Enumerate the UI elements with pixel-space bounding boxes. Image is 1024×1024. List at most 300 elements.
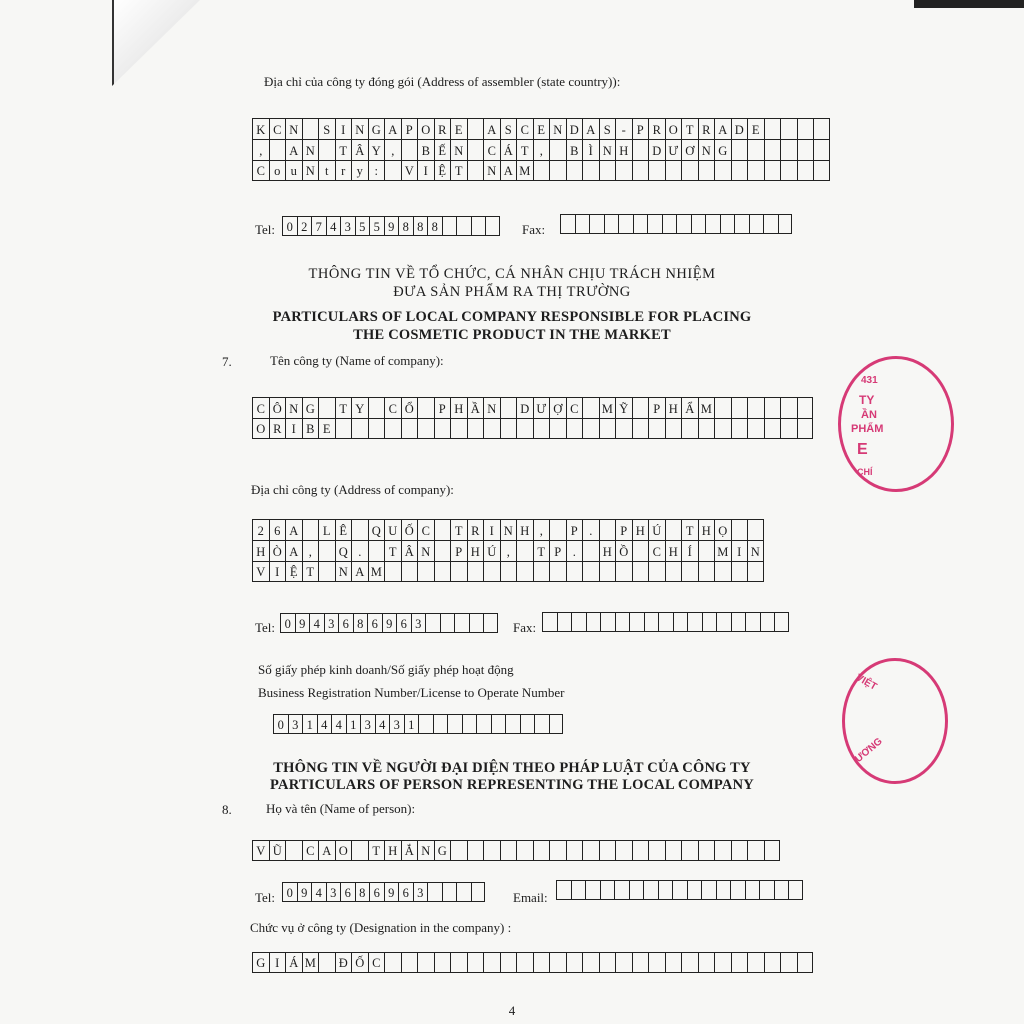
digit-box[interactable] xyxy=(701,880,716,900)
char-box[interactable] xyxy=(549,160,566,181)
char-box[interactable] xyxy=(500,952,517,973)
char-box[interactable]: H xyxy=(599,540,616,561)
digit-box[interactable]: 4 xyxy=(317,714,332,734)
digit-box[interactable]: 3 xyxy=(324,613,339,633)
digit-box[interactable] xyxy=(662,214,677,234)
char-box[interactable]: Ẩ xyxy=(681,397,698,418)
char-box[interactable]: Â xyxy=(351,139,368,160)
char-box[interactable]: Ơ xyxy=(681,139,698,160)
char-box[interactable] xyxy=(615,561,632,582)
char-box[interactable] xyxy=(780,397,797,418)
digit-box[interactable] xyxy=(614,880,629,900)
char-box[interactable]: D xyxy=(566,118,583,139)
char-box[interactable]: E xyxy=(533,118,550,139)
char-box[interactable]: 6 xyxy=(269,519,286,540)
char-box[interactable]: , xyxy=(302,540,319,561)
char-box[interactable]: Q xyxy=(368,519,385,540)
char-box[interactable] xyxy=(747,139,764,160)
char-box[interactable]: O xyxy=(665,118,682,139)
digit-box[interactable] xyxy=(560,214,575,234)
digit-box[interactable] xyxy=(589,214,604,234)
char-box[interactable]: Ì xyxy=(582,139,599,160)
char-box[interactable] xyxy=(731,952,748,973)
digit-box[interactable]: 3 xyxy=(340,216,355,236)
char-box[interactable]: A xyxy=(714,118,731,139)
char-box[interactable]: I xyxy=(417,160,434,181)
char-box[interactable] xyxy=(417,952,434,973)
char-box[interactable] xyxy=(665,561,682,582)
char-box[interactable]: N xyxy=(483,397,500,418)
char-box[interactable]: o xyxy=(269,160,286,181)
license-number-boxes[interactable] xyxy=(273,714,563,734)
char-box[interactable] xyxy=(582,160,599,181)
digit-box[interactable]: 1 xyxy=(302,714,317,734)
char-box[interactable]: T xyxy=(335,139,352,160)
char-box[interactable] xyxy=(533,160,550,181)
char-box[interactable] xyxy=(747,519,764,540)
char-box[interactable]: A xyxy=(582,118,599,139)
digit-box[interactable] xyxy=(571,880,586,900)
char-box[interactable] xyxy=(285,840,302,861)
char-box[interactable]: B xyxy=(566,139,583,160)
char-box[interactable]: H xyxy=(450,397,467,418)
char-box[interactable]: T xyxy=(516,139,533,160)
char-box[interactable] xyxy=(599,952,616,973)
char-box[interactable]: M xyxy=(714,540,731,561)
char-box[interactable]: 2 xyxy=(252,519,269,540)
char-box[interactable] xyxy=(615,418,632,439)
char-box[interactable]: K xyxy=(252,118,269,139)
digit-box[interactable] xyxy=(745,612,760,632)
char-box[interactable] xyxy=(318,561,335,582)
char-box[interactable]: N xyxy=(747,540,764,561)
person-name-grid[interactable] xyxy=(252,840,780,861)
char-box[interactable] xyxy=(549,840,566,861)
char-box[interactable] xyxy=(648,160,665,181)
digit-box[interactable]: 8 xyxy=(427,216,442,236)
char-box[interactable]: Ầ xyxy=(467,397,484,418)
char-box[interactable]: Ắ xyxy=(401,840,418,861)
char-box[interactable]: H xyxy=(384,840,401,861)
char-box[interactable] xyxy=(780,139,797,160)
char-box[interactable]: , xyxy=(533,519,550,540)
assembler-tel-boxes[interactable] xyxy=(282,216,500,236)
digit-box[interactable] xyxy=(643,880,658,900)
char-box[interactable] xyxy=(764,118,781,139)
char-box[interactable]: L xyxy=(318,519,335,540)
char-box[interactable]: Ư xyxy=(533,397,550,418)
digit-box[interactable] xyxy=(549,714,564,734)
char-box[interactable]: B xyxy=(302,418,319,439)
char-box[interactable] xyxy=(566,160,583,181)
char-box[interactable]: A xyxy=(351,561,368,582)
char-box[interactable]: . xyxy=(566,540,583,561)
char-box[interactable] xyxy=(401,139,418,160)
char-box[interactable] xyxy=(698,952,715,973)
char-box[interactable] xyxy=(549,952,566,973)
char-box[interactable] xyxy=(549,561,566,582)
char-box[interactable] xyxy=(582,397,599,418)
char-box[interactable] xyxy=(351,840,368,861)
char-box[interactable]: C xyxy=(566,397,583,418)
digit-box[interactable] xyxy=(760,612,775,632)
char-box[interactable] xyxy=(549,139,566,160)
char-box[interactable] xyxy=(681,952,698,973)
char-box[interactable] xyxy=(533,561,550,582)
digit-box[interactable]: 1 xyxy=(346,714,361,734)
char-box[interactable] xyxy=(384,160,401,181)
digit-box[interactable] xyxy=(471,882,486,902)
digit-box[interactable]: 7 xyxy=(311,216,326,236)
digit-box[interactable]: 8 xyxy=(413,216,428,236)
digit-box[interactable] xyxy=(702,612,717,632)
digit-box[interactable] xyxy=(676,214,691,234)
char-box[interactable]: Ũ xyxy=(269,840,286,861)
char-box[interactable]: A xyxy=(285,139,302,160)
digit-box[interactable] xyxy=(647,214,662,234)
char-box[interactable] xyxy=(467,561,484,582)
char-box[interactable]: , xyxy=(500,540,517,561)
char-box[interactable]: P xyxy=(549,540,566,561)
digit-box[interactable] xyxy=(586,612,601,632)
char-box[interactable] xyxy=(384,418,401,439)
char-box[interactable]: P xyxy=(648,397,665,418)
char-box[interactable] xyxy=(566,418,583,439)
char-box[interactable] xyxy=(698,540,715,561)
char-box[interactable] xyxy=(797,139,814,160)
char-box[interactable] xyxy=(582,540,599,561)
digit-box[interactable] xyxy=(759,880,774,900)
char-box[interactable]: Ỹ xyxy=(615,397,632,418)
char-box[interactable]: . xyxy=(582,519,599,540)
digit-box[interactable]: 4 xyxy=(311,882,326,902)
char-box[interactable]: U xyxy=(384,519,401,540)
digit-box[interactable]: 9 xyxy=(384,216,399,236)
char-box[interactable]: N xyxy=(698,139,715,160)
digit-box[interactable]: 6 xyxy=(338,613,353,633)
char-box[interactable]: G xyxy=(252,952,269,973)
char-box[interactable]: N xyxy=(285,397,302,418)
char-box[interactable] xyxy=(500,418,517,439)
char-box[interactable] xyxy=(731,519,748,540)
char-box[interactable] xyxy=(467,118,484,139)
char-box[interactable] xyxy=(302,519,319,540)
char-box[interactable]: P xyxy=(450,540,467,561)
char-box[interactable] xyxy=(450,418,467,439)
digit-box[interactable] xyxy=(730,880,745,900)
char-box[interactable]: O xyxy=(417,118,434,139)
char-box[interactable] xyxy=(483,418,500,439)
char-box[interactable] xyxy=(714,397,731,418)
digit-box[interactable] xyxy=(425,613,440,633)
char-box[interactable]: G xyxy=(434,840,451,861)
digit-box[interactable]: 5 xyxy=(369,216,384,236)
digit-box[interactable] xyxy=(749,214,764,234)
char-box[interactable] xyxy=(467,160,484,181)
char-box[interactable] xyxy=(599,840,616,861)
char-box[interactable] xyxy=(731,840,748,861)
char-box[interactable]: Ọ xyxy=(714,519,731,540)
char-box[interactable]: T xyxy=(450,160,467,181)
char-box[interactable]: T xyxy=(302,561,319,582)
char-box[interactable]: I xyxy=(269,561,286,582)
char-box[interactable] xyxy=(450,561,467,582)
char-box[interactable]: R xyxy=(467,519,484,540)
char-box[interactable]: t xyxy=(318,160,335,181)
char-box[interactable] xyxy=(566,840,583,861)
char-box[interactable] xyxy=(681,840,698,861)
char-box[interactable]: G xyxy=(302,397,319,418)
char-box[interactable] xyxy=(467,952,484,973)
char-box[interactable] xyxy=(764,397,781,418)
digit-box[interactable]: 9 xyxy=(382,613,397,633)
char-box[interactable]: Ê xyxy=(335,519,352,540)
char-box[interactable] xyxy=(615,840,632,861)
char-box[interactable] xyxy=(632,561,649,582)
char-box[interactable]: G xyxy=(714,139,731,160)
digit-box[interactable] xyxy=(629,880,644,900)
char-box[interactable]: E xyxy=(747,118,764,139)
char-box[interactable] xyxy=(599,160,616,181)
char-box[interactable]: P xyxy=(434,397,451,418)
char-box[interactable]: Ố xyxy=(351,952,368,973)
digit-box[interactable] xyxy=(491,714,506,734)
char-box[interactable] xyxy=(450,840,467,861)
char-box[interactable]: H xyxy=(516,519,533,540)
company-fax-boxes[interactable] xyxy=(542,612,789,632)
digit-box[interactable] xyxy=(447,714,462,734)
char-box[interactable]: C xyxy=(648,540,665,561)
char-box[interactable] xyxy=(797,418,814,439)
char-box[interactable]: A xyxy=(318,840,335,861)
char-box[interactable]: A xyxy=(483,118,500,139)
digit-box[interactable] xyxy=(534,714,549,734)
char-box[interactable] xyxy=(500,840,517,861)
char-box[interactable]: P xyxy=(632,118,649,139)
char-box[interactable] xyxy=(533,952,550,973)
char-box[interactable] xyxy=(302,118,319,139)
digit-box[interactable]: 0 xyxy=(282,882,297,902)
char-box[interactable]: , xyxy=(252,139,269,160)
assembler-fax-boxes[interactable] xyxy=(560,214,792,234)
char-box[interactable] xyxy=(764,952,781,973)
digit-box[interactable]: 6 xyxy=(369,882,384,902)
char-box[interactable]: T xyxy=(681,519,698,540)
char-box[interactable]: T xyxy=(384,540,401,561)
char-box[interactable]: C xyxy=(483,139,500,160)
digit-box[interactable] xyxy=(629,612,644,632)
char-box[interactable] xyxy=(698,160,715,181)
char-box[interactable]: Ú xyxy=(648,519,665,540)
char-box[interactable] xyxy=(764,139,781,160)
char-box[interactable]: N xyxy=(351,118,368,139)
char-box[interactable] xyxy=(615,952,632,973)
char-box[interactable]: O xyxy=(335,840,352,861)
char-box[interactable] xyxy=(615,160,632,181)
char-box[interactable] xyxy=(731,397,748,418)
digit-box[interactable] xyxy=(600,612,615,632)
char-box[interactable]: R xyxy=(269,418,286,439)
char-box[interactable] xyxy=(714,840,731,861)
char-box[interactable]: Á xyxy=(285,952,302,973)
digit-box[interactable] xyxy=(658,880,673,900)
char-box[interactable] xyxy=(582,840,599,861)
digit-box[interactable]: 2 xyxy=(297,216,312,236)
digit-box[interactable]: 8 xyxy=(398,216,413,236)
char-box[interactable]: M xyxy=(599,397,616,418)
char-box[interactable] xyxy=(665,160,682,181)
char-box[interactable] xyxy=(318,952,335,973)
char-box[interactable]: E xyxy=(318,418,335,439)
char-box[interactable] xyxy=(450,952,467,973)
char-box[interactable] xyxy=(714,418,731,439)
char-box[interactable] xyxy=(665,840,682,861)
digit-box[interactable]: 4 xyxy=(309,613,324,633)
char-box[interactable] xyxy=(731,139,748,160)
char-box[interactable] xyxy=(698,561,715,582)
char-box[interactable] xyxy=(368,540,385,561)
char-box[interactable] xyxy=(797,397,814,418)
char-box[interactable] xyxy=(731,418,748,439)
char-box[interactable] xyxy=(351,418,368,439)
char-box[interactable] xyxy=(797,952,814,973)
char-box[interactable]: M xyxy=(516,160,533,181)
char-box[interactable]: P xyxy=(401,118,418,139)
digit-box[interactable] xyxy=(520,714,535,734)
char-box[interactable] xyxy=(467,840,484,861)
char-box[interactable] xyxy=(632,418,649,439)
char-box[interactable]: N xyxy=(302,139,319,160)
digit-box[interactable] xyxy=(673,612,688,632)
digit-box[interactable] xyxy=(734,214,749,234)
digit-box[interactable] xyxy=(418,714,433,734)
char-box[interactable]: V xyxy=(252,561,269,582)
digit-box[interactable]: 6 xyxy=(396,613,411,633)
digit-box[interactable] xyxy=(454,613,469,633)
char-box[interactable] xyxy=(632,540,649,561)
digit-box[interactable] xyxy=(485,216,500,236)
char-box[interactable]: M xyxy=(368,561,385,582)
digit-box[interactable]: 4 xyxy=(326,216,341,236)
char-box[interactable] xyxy=(318,397,335,418)
char-box[interactable] xyxy=(318,139,335,160)
digit-box[interactable]: 3 xyxy=(389,714,404,734)
char-box[interactable]: N xyxy=(599,139,616,160)
char-box[interactable]: y xyxy=(351,160,368,181)
char-box[interactable] xyxy=(632,397,649,418)
digit-box[interactable] xyxy=(462,714,477,734)
digit-box[interactable] xyxy=(633,214,648,234)
digit-box[interactable]: 3 xyxy=(413,882,428,902)
digit-box[interactable] xyxy=(600,880,615,900)
char-box[interactable] xyxy=(500,561,517,582)
char-box[interactable] xyxy=(434,540,451,561)
char-box[interactable] xyxy=(780,418,797,439)
char-box[interactable]: G xyxy=(368,118,385,139)
char-box[interactable] xyxy=(566,561,583,582)
char-box[interactable]: T xyxy=(450,519,467,540)
char-box[interactable]: Ợ xyxy=(549,397,566,418)
char-box[interactable]: R xyxy=(648,118,665,139)
char-box[interactable] xyxy=(632,160,649,181)
char-box[interactable]: N xyxy=(417,540,434,561)
char-box[interactable]: Ò xyxy=(269,540,286,561)
char-box[interactable]: H xyxy=(252,540,269,561)
char-box[interactable] xyxy=(747,840,764,861)
digit-box[interactable] xyxy=(687,612,702,632)
char-box[interactable]: H xyxy=(632,519,649,540)
digit-box[interactable]: 8 xyxy=(355,882,370,902)
char-box[interactable]: C xyxy=(252,397,269,418)
char-box[interactable] xyxy=(384,561,401,582)
digit-box[interactable]: 8 xyxy=(353,613,368,633)
char-box[interactable] xyxy=(417,418,434,439)
digit-box[interactable]: 3 xyxy=(411,613,426,633)
char-box[interactable]: , xyxy=(533,139,550,160)
digit-box[interactable] xyxy=(691,214,706,234)
digit-box[interactable]: 5 xyxy=(355,216,370,236)
char-box[interactable] xyxy=(467,418,484,439)
char-box[interactable] xyxy=(648,418,665,439)
char-box[interactable] xyxy=(813,160,830,181)
char-box[interactable]: Ệ xyxy=(285,561,302,582)
char-box[interactable]: I xyxy=(269,952,286,973)
char-box[interactable] xyxy=(516,561,533,582)
digit-box[interactable] xyxy=(456,882,471,902)
digit-box[interactable]: 6 xyxy=(367,613,382,633)
digit-box[interactable] xyxy=(778,214,793,234)
assembler-address-grid[interactable] xyxy=(252,118,830,181)
digit-box[interactable] xyxy=(505,714,520,734)
char-box[interactable] xyxy=(648,952,665,973)
char-box[interactable] xyxy=(681,160,698,181)
char-box[interactable] xyxy=(714,160,731,181)
char-box[interactable] xyxy=(731,561,748,582)
char-box[interactable]: H xyxy=(665,540,682,561)
char-box[interactable]: Ổ xyxy=(401,397,418,418)
char-box[interactable] xyxy=(714,952,731,973)
digit-box[interactable] xyxy=(556,880,571,900)
digit-box[interactable]: 9 xyxy=(297,882,312,902)
char-box[interactable]: I xyxy=(731,540,748,561)
digit-box[interactable]: 3 xyxy=(326,882,341,902)
char-box[interactable]: C xyxy=(384,397,401,418)
char-box[interactable]: N xyxy=(483,160,500,181)
digit-box[interactable] xyxy=(585,880,600,900)
char-box[interactable]: N xyxy=(450,139,467,160)
char-box[interactable] xyxy=(599,418,616,439)
company-name-grid[interactable] xyxy=(252,397,813,439)
char-box[interactable]: Q xyxy=(335,540,352,561)
digit-box[interactable] xyxy=(557,612,572,632)
char-box[interactable]: N xyxy=(285,118,302,139)
digit-box[interactable] xyxy=(571,612,586,632)
char-box[interactable] xyxy=(764,840,781,861)
char-box[interactable] xyxy=(599,519,616,540)
char-box[interactable] xyxy=(780,160,797,181)
digit-box[interactable] xyxy=(604,214,619,234)
digit-box[interactable] xyxy=(542,612,557,632)
digit-box[interactable] xyxy=(476,714,491,734)
char-box[interactable] xyxy=(467,139,484,160)
char-box[interactable]: C xyxy=(516,118,533,139)
digit-box[interactable]: 3 xyxy=(288,714,303,734)
char-box[interactable]: : xyxy=(368,160,385,181)
char-box[interactable] xyxy=(780,118,797,139)
digit-box[interactable]: 6 xyxy=(398,882,413,902)
char-box[interactable]: N xyxy=(335,561,352,582)
char-box[interactable]: T xyxy=(368,840,385,861)
